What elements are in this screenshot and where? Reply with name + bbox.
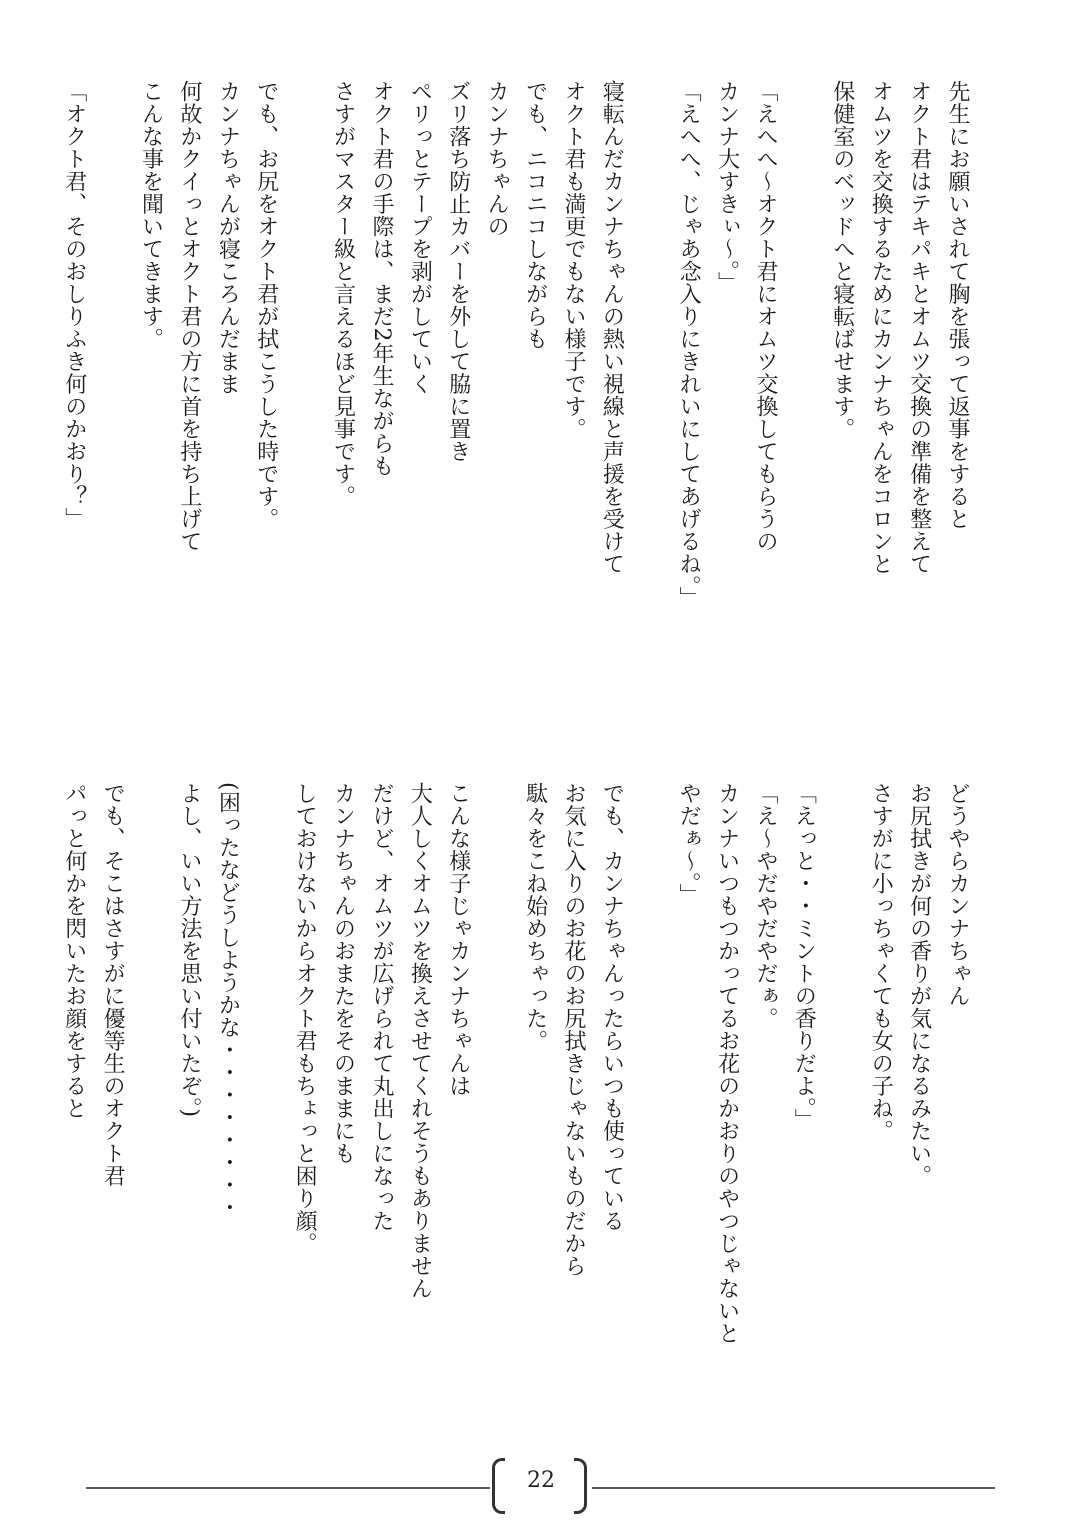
text-line: カンナちゃんの	[484, 80, 510, 238]
dialogue-line: 「えへへ〜オクト君にオムツ交換してもらうの	[752, 80, 778, 553]
dialogue-line: 「オクト君、そのおしりふき何のかおり？」	[61, 80, 87, 530]
text-line: 駄々をこね始めちゃった。	[522, 782, 548, 1052]
dialogue-line: カンナいつもつかってるお花のかおりのやつじゃないと	[714, 782, 740, 1345]
text-line: オクト君の手際は、まだ2年生ながらも	[368, 80, 394, 477]
blank-line	[246, 782, 284, 1422]
text-line: こんな様子じゃカンナちゃんは	[445, 782, 471, 1097]
blank-line	[477, 782, 515, 1422]
page-number: 22	[527, 1468, 555, 1493]
blank-line	[285, 80, 323, 740]
dialogue-line: カンナ大すきぃ〜。」	[714, 80, 740, 294]
text-line: 先生にお願いされて胸を張って返事をすると	[945, 80, 970, 530]
lower-text-block	[54, 782, 976, 1422]
blank-line	[93, 80, 131, 740]
text-line: 保健室のベッドへと寝転ばせます。	[829, 80, 855, 440]
dialogue-line: やだぁ〜。」	[676, 782, 702, 906]
text-line: ペリっとテープを剥がしていく	[407, 80, 433, 395]
text-line: さすがマスター級と言えるほど見事です。	[330, 80, 356, 508]
footer-rule-left	[86, 1487, 490, 1489]
blank-line	[630, 782, 668, 1422]
text-line: お気に入りのお花のお尻拭きじゃないものだから	[560, 782, 586, 1277]
text-line: でも、そこはさすがに優等生のオクト君	[100, 782, 126, 1187]
text-line: オクト君はテキパキとオムツ交換の準備を整えて	[906, 80, 932, 575]
blank-line	[822, 782, 860, 1422]
blank-line	[131, 782, 169, 1422]
text-line: オクト君も満更でもない様子です。	[560, 80, 586, 440]
text-line: 何故かクイっとオクト君の方に首を持ち上げて	[176, 80, 202, 553]
text-line: パっと何かを閃いたお顔をすると	[61, 782, 87, 1120]
upper-text-block	[54, 80, 976, 740]
text-line: しておけないからオクト君もちょっと困り顔。	[292, 782, 318, 1255]
text-line: でも、お尻をオクト君が拭こうした時です。	[253, 80, 279, 530]
blank-line	[784, 80, 822, 740]
text-line: さすがに小っちゃくても女の子ね。	[868, 782, 894, 1142]
dialogue-line: 「えへへ、じゃあ念入りにきれいにしてあげるね。」	[676, 80, 702, 609]
dialogue-line: 「え〜やだやだやだぁ。	[752, 782, 778, 1030]
text-line: でも、ニコニコしながらも	[522, 80, 548, 350]
right-bracket-ornament	[574, 1458, 587, 1514]
text-line: カンナちゃんのおまたをそのままにも	[330, 782, 356, 1165]
text-line: だけど、オムツが広げられて丸出しになった	[368, 782, 394, 1232]
left-bracket-ornament	[492, 1458, 505, 1514]
text-line: 寝転んだカンナちゃんの熱い視線と声援を受けて	[599, 80, 625, 575]
text-line: カンナちゃんが寝ころんだまま	[215, 80, 241, 395]
thought-line: よし、いい方法を思い付いたぞ。)	[176, 782, 202, 1118]
dialogue-line: 「えっと・・ミントの香りだよ。」	[791, 782, 817, 1131]
text-line: お尻拭きが何の香りが気になるみたい。	[906, 782, 932, 1187]
thought-line: (困ったなどうしようかな・・・・・・・・	[215, 782, 241, 1219]
text-line: 大人しくオムツを換えさせてくれそうもありません	[407, 782, 433, 1300]
page-footer	[0, 1440, 1080, 1500]
text-line: どうやらカンナちゃん	[945, 782, 970, 1007]
blank-line	[630, 80, 668, 740]
text-line: でも、カンナちゃんったらいつも使っている	[599, 782, 625, 1232]
text-line: こんな事を聞いてきます。	[138, 80, 164, 350]
text-line: ズリ落ち防止カバーを外して脇に置き	[445, 80, 471, 463]
text-line: オムツを交換するためにカンナちゃんをコロンと	[868, 80, 894, 575]
footer-rule-right	[592, 1487, 995, 1489]
